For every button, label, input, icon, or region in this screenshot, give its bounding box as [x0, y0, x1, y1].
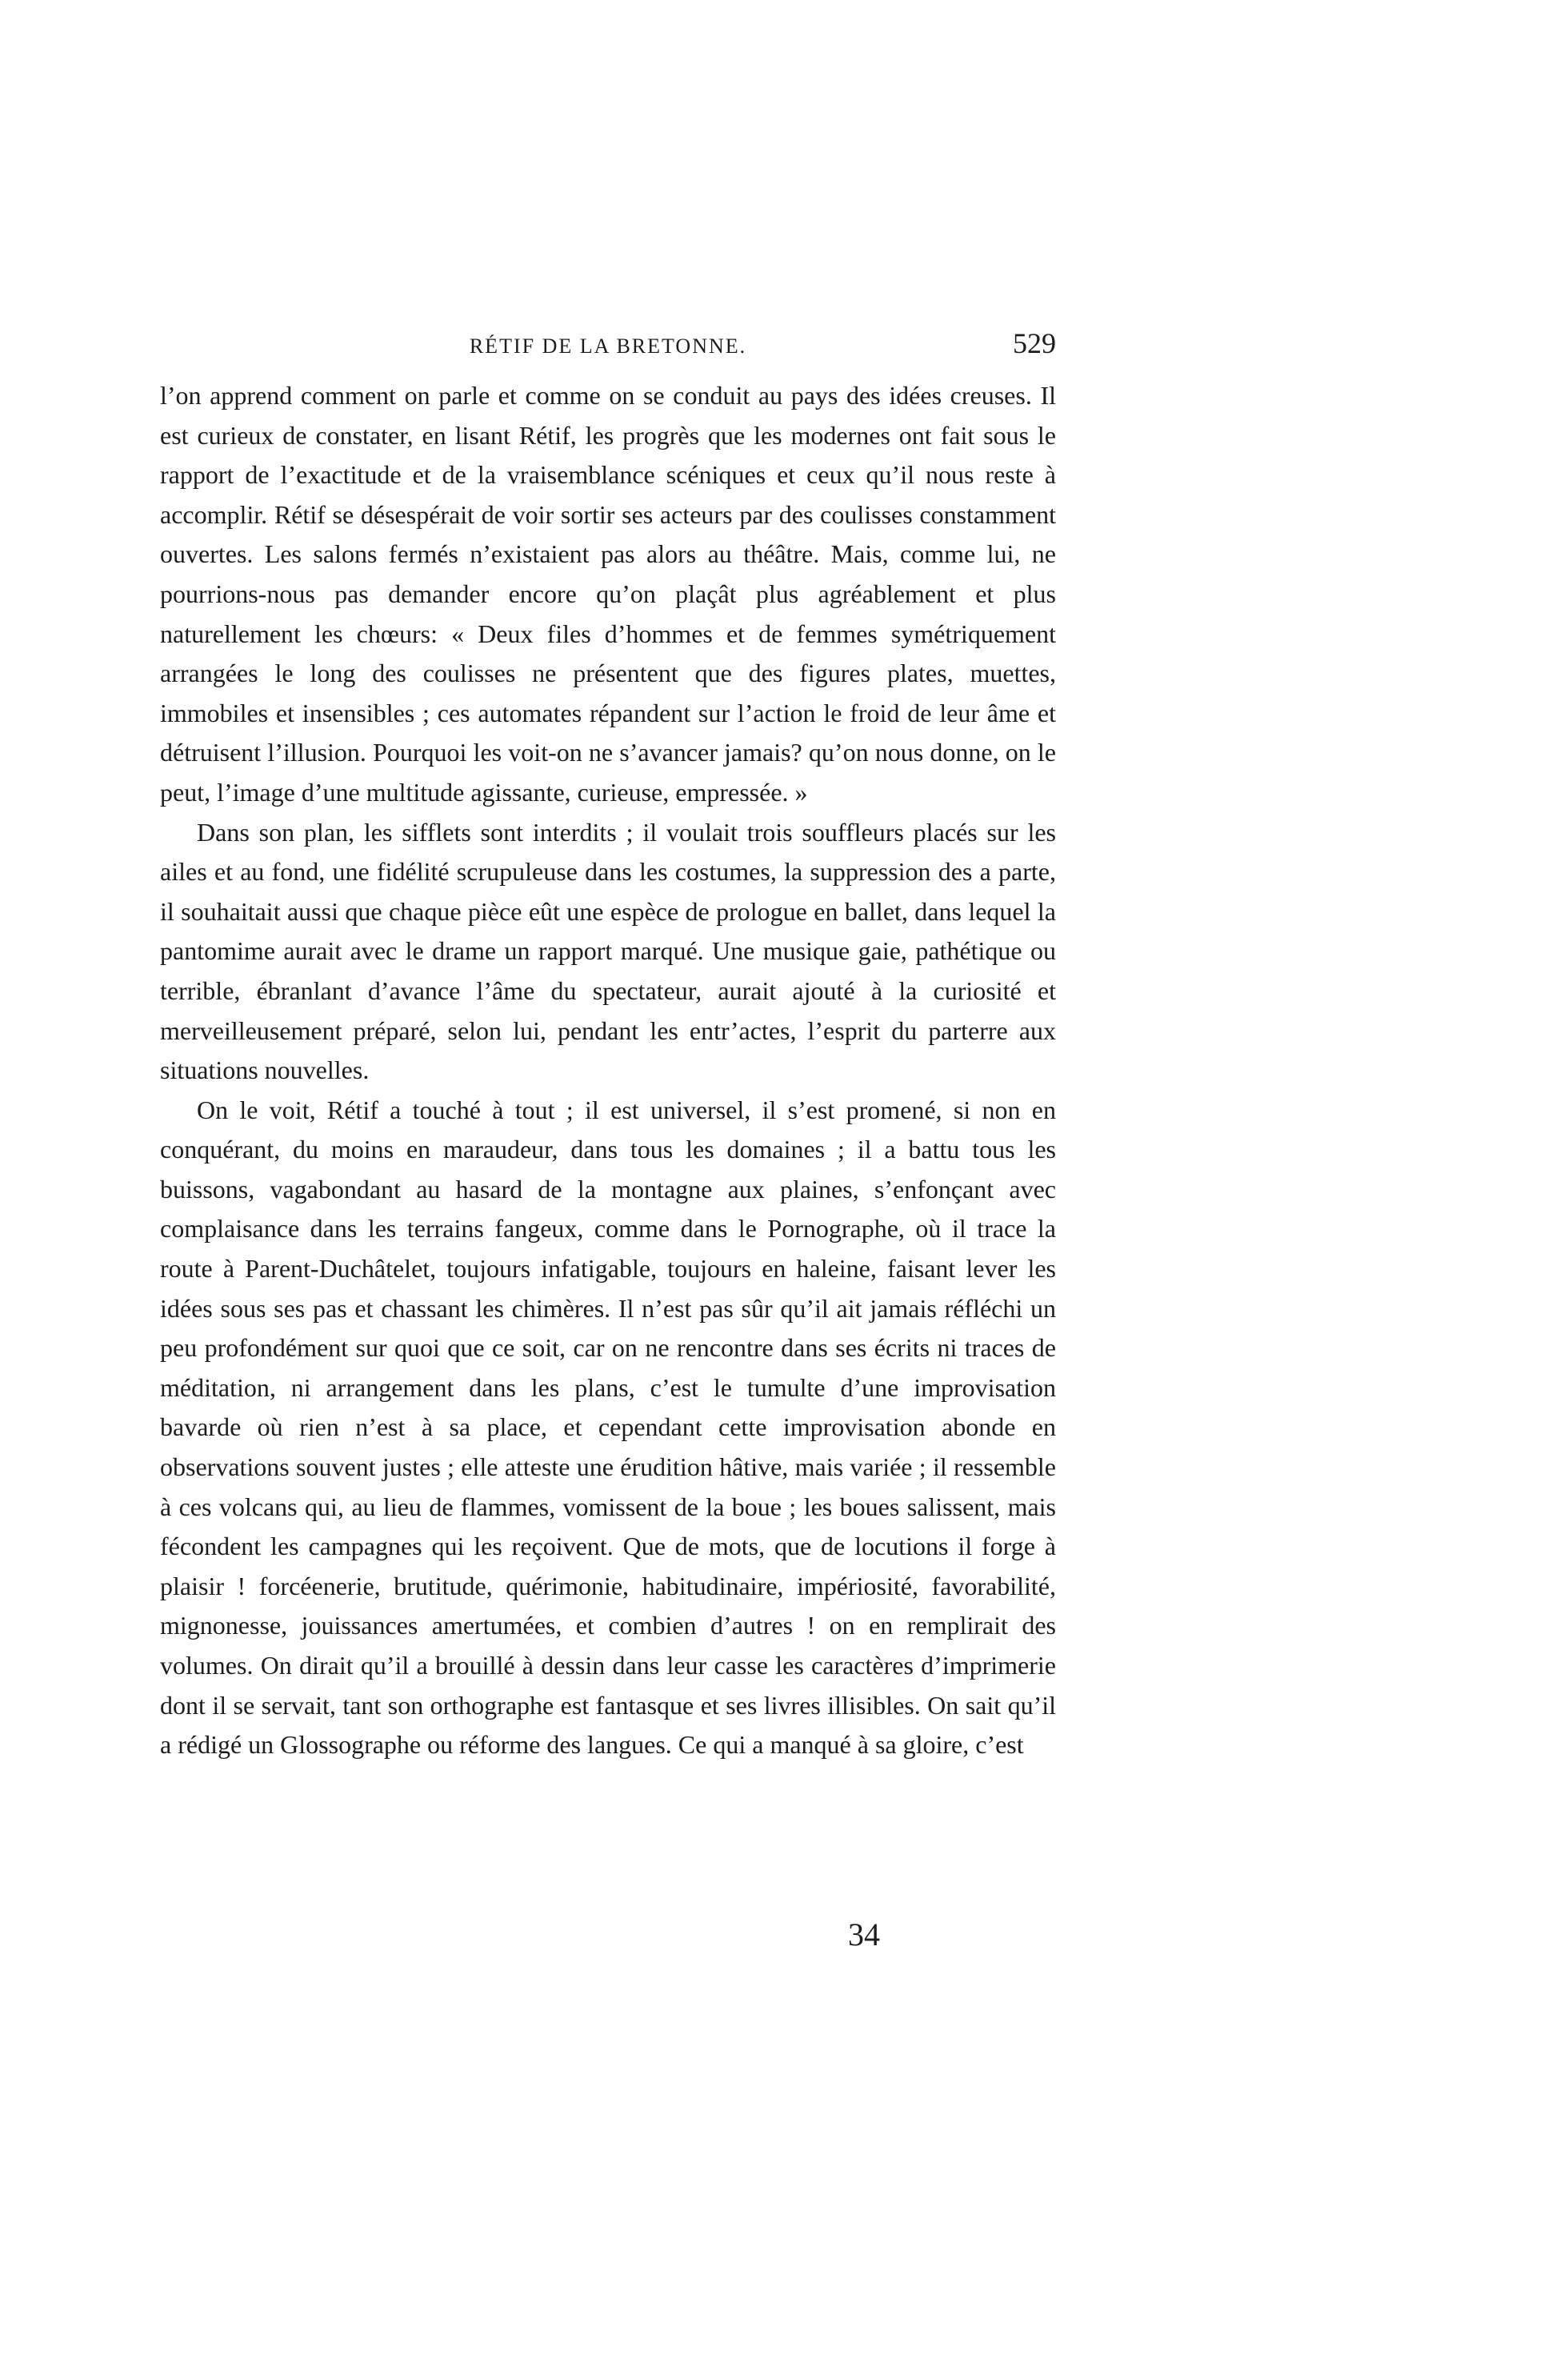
page-header — [160, 326, 1056, 362]
running-head: RÉTIF DE LA BRETONNE. — [469, 334, 747, 358]
paragraph-retif-universal: On le voit, Rétif a touché à tout ; il est universel, il s’est promené, si non en conquérant, du moins en maraudeur, dans tous les domaines ; il a battu tous les buissons, vagabondant au hasard de la montagne aux plaines, s’enfonçant avec complaisance dans les terrains fangeux, comme dans le Pornographe, où il trace la route à Parent-Duchâtelet, toujours infatigable, toujours en haleine, faisant lever les idées sous ses pas et chassant les chimères. Il n’est pas sûr qu’il ait jamais réfléchi un peu profondément sur quoi que ce soit, car on ne rencontre dans ses écrits ni traces de méditation, ni arrangement dans les plans, c’est le tumulte d’une improvisation bavarde où rien n’est à sa place, et cependant cette improvisation abonde en observations souvent justes ; elle atteste une érudition hâtive, mais variée ; il ressemble à ces volcans qui, au lieu de flammes, vomissent de la boue ; les boues salissent, mais fécondent les campagnes qui les reçoivent. Que de mots, que de locutions il forge à plaisir ! forcéenerie, brutitude, quérimonie, habitudinaire, impériosité, favorabilité, mignonesse, jouissances amertumées, et combien d’autres ! on en remplirait des volumes. On dirait qu’il a brouillé à dessin dans leur casse les caractères d’imprimerie dont il se servait, tant son orthographe est fantasque et ses livres illisibles. On sait qu’il a rédigé un Glossographe ou réforme des langues. Ce qui a manqué à sa gloire, c’est — [160, 1095, 1056, 1760]
signature-mark: 34 — [848, 1916, 880, 1952]
page-number: 529 — [1013, 327, 1056, 359]
paragraph-theatre-plan: Dans son plan, les sifflets sont interdits ; il voulait trois souffleurs placés sur les ailes et au fond, une fidélité scrupuleuse dans les costumes, la suppression des a parte, il souhaitait aussi que chaque pièce eût une espèce de prologue en ballet, dans lequel la pantomime aurait avec le drame un rapport marqué. Une musique gaie, pathétique ou terrible, ébranlant d’avance l’âme du spectateur, aurait ajouté à la curiosité et merveilleusement préparé, selon lui, pendant les entr’actes, l’esprit du parterre aux situations nouvelles. — [160, 817, 1056, 1085]
body-text — [160, 376, 1056, 1765]
paragraph-continued: l’on apprend comment on parle et comme on se conduit au pays des idées creuses. Il est curieux de constater, en lisant Rétif, les progrès que les modernes ont fait sous le rapport de l’exactitude et de la vraisemblance scéniques et ceux qu’il nous reste à accomplir. Rétif se désespérait de voir sortir ses acteurs par des coulisses constamment ouvertes. Les salons fermés n’existaient pas alors au théâtre. Mais, comme lui, ne pourrions-nous pas demander encore qu’on plaçât plus agréablement et plus naturellement les chœurs: « Deux files d’hommes et de femmes symétriquement arrangées le long des coulisses ne présentent que des figures plates, muettes, immobiles et insensibles ; ces automates répandent sur l’action le froid de leur âme et détruisent l’illusion. Pourquoi les voit-on ne s’avancer jamais? qu’on nous donne, on le peut, l’image d’une multitude agissante, curieuse, empressée. » — [160, 381, 1056, 807]
